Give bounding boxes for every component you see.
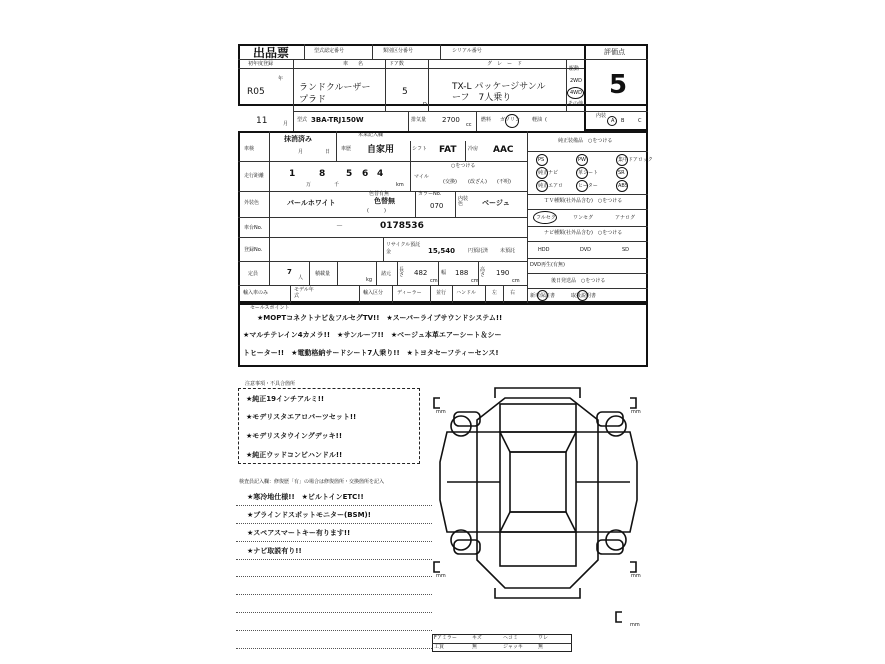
- mileage-digit-2: 8: [319, 169, 326, 179]
- drive-4wd: 4WD: [570, 90, 582, 96]
- len-label: 長さ: [399, 267, 405, 278]
- mm-rl: mm: [436, 573, 446, 579]
- len-value: 482: [414, 269, 428, 277]
- cap-label: 定員: [248, 271, 259, 277]
- wid-label: 幅: [441, 270, 447, 276]
- import-kubun: 輸入区分: [363, 290, 384, 296]
- inspect-line-3: ★スペアスマートキー有ります!!: [247, 529, 351, 537]
- inspect-line-1: ★寒冷地仕様!! ★ビルトインETC!!: [247, 493, 364, 501]
- load-unit: kg: [366, 277, 373, 283]
- navi-hdd: HDD: [538, 247, 550, 253]
- ac-value: AAC: [493, 145, 514, 155]
- handle-left: 左: [492, 290, 498, 296]
- reg-month: 11: [256, 116, 268, 126]
- bracket-fr: [630, 398, 636, 408]
- navi-sd: SD: [622, 247, 630, 253]
- disp-unit: cc: [466, 122, 472, 128]
- mm-fl: mm: [436, 409, 446, 415]
- class-no-label: 類別区分番号: [383, 48, 414, 54]
- score-label: 評価点: [604, 48, 625, 56]
- color-no-label: カラーNo.: [418, 191, 442, 197]
- tv-one: ワンセグ: [573, 215, 594, 221]
- equip-title: 純正装備品 ○をつける: [558, 138, 613, 144]
- regno-label: 登録No.: [244, 247, 263, 253]
- sales-line-3: トヒーター!! ★電動格納サードシート7人乗り!! ★トヨタセーフティーセンス!: [243, 349, 499, 357]
- vin-value: 0178536: [380, 221, 424, 231]
- hood: [500, 404, 576, 432]
- cap-unit: 人: [298, 275, 304, 281]
- mileage-digit-5: 4: [377, 169, 384, 179]
- hei-value: 190: [496, 269, 510, 277]
- equip-item: PW: [578, 157, 586, 163]
- inspect-line-4: ★ナビ取説有り!!: [247, 547, 302, 555]
- navi-label: ナビ種類(社外品含む) ○をつける: [544, 230, 623, 236]
- insp-day: 日: [325, 149, 331, 155]
- tv-full: フルセグ: [536, 215, 556, 221]
- len-unit: cm: [430, 278, 438, 284]
- legend-head: ヘコミ: [503, 635, 519, 641]
- model-cert-label: 型式認定番号: [314, 48, 345, 54]
- use-label: 車歴: [341, 146, 352, 152]
- bracket-rl: [434, 562, 440, 572]
- opt-b: (改ざん): [468, 179, 487, 185]
- grade-value: TX-L パッケージサンルーフ 7人乗り: [452, 82, 546, 103]
- model-label: 型式: [297, 117, 308, 123]
- windshield: [500, 432, 576, 452]
- mileage-man: 万: [306, 182, 312, 188]
- name-label: 車 名: [343, 61, 364, 67]
- disp-label: 排気量: [411, 117, 427, 123]
- disp-value: 2700: [442, 116, 460, 124]
- parallel: 並行: [436, 290, 447, 296]
- mileage-digit-3: 5: [346, 169, 353, 179]
- drive-2wd: 2WD: [570, 78, 582, 84]
- color-change-value: 色替無: [374, 197, 395, 205]
- cap-value: 7: [287, 268, 292, 276]
- inspect-value: 抹消済み: [284, 135, 312, 143]
- sales-line-2: ★マルチテレイン4カメラ!! ★サンルーフ!! ★ベージュ本革エアーシート＆シー: [243, 331, 502, 339]
- load-label: 積載量: [315, 271, 331, 277]
- color-no-value: 070: [430, 202, 444, 210]
- mileage-label: 走行距離: [244, 173, 265, 179]
- mm-fr: mm: [631, 409, 641, 415]
- legend-head: Fアミラー: [434, 635, 457, 641]
- seat-label: 内装: [596, 113, 607, 119]
- int-color-value: ベージュ: [482, 199, 510, 207]
- year-unit: 年: [278, 76, 284, 82]
- equip-item: SR: [618, 170, 625, 176]
- vin-dash: －: [336, 222, 343, 230]
- equip-item: 革シート: [578, 170, 599, 176]
- mileage-sen: 千: [334, 182, 340, 188]
- seat-a: A: [611, 118, 615, 124]
- opt-label: ○をつける: [451, 163, 476, 169]
- recycle-not: 未預託: [500, 248, 516, 254]
- drive-other: その他: [568, 101, 584, 107]
- color-change-bracket: ( ): [367, 208, 386, 214]
- color-value: パールホワイト: [287, 199, 336, 207]
- month-unit: 月: [283, 121, 289, 127]
- int-color-label: 内装色: [458, 196, 469, 207]
- navi-dvd: DVD: [580, 247, 592, 253]
- sales-line-1: ★MOPTコネクトナビ＆フルセグTV!! ★スーパーライブサウンドシステム!!: [257, 314, 503, 322]
- mileage-km: km: [396, 182, 404, 188]
- dvd-label: DVD再生(有無): [530, 262, 565, 268]
- legend-head: ワレ: [538, 635, 549, 641]
- after-label: 後日発送品 ○をつける: [551, 278, 606, 284]
- doors-label: ドア数: [389, 61, 404, 67]
- bracket-spare: [616, 612, 622, 622]
- legend-body: 工賃: [434, 644, 445, 650]
- model-value: 3BA-TRJ150W: [311, 116, 364, 124]
- wid-unit: cm: [471, 278, 479, 284]
- bumper-front: [495, 388, 580, 398]
- roof: [510, 452, 566, 512]
- equip-item: ABS: [618, 183, 628, 189]
- hei-unit: cm: [512, 278, 520, 284]
- serial-label: シリアル番号: [452, 48, 482, 54]
- sales-label: セールスポイント: [250, 305, 290, 311]
- tv-label: ＴＶ種類(社外品含む) ○をつける: [544, 198, 623, 204]
- mm-spare: mm: [630, 622, 640, 628]
- dealer: ディーラー: [397, 290, 422, 296]
- use-value: 自家用: [367, 145, 395, 155]
- recycle-note: 未来記入欄: [358, 132, 384, 138]
- trunk: [500, 532, 576, 566]
- notes-line-4: ★純正ウッドコンビハンドル!!: [246, 451, 343, 459]
- bumper-rear: [495, 588, 580, 598]
- doors-unit: D: [423, 102, 427, 108]
- legend-body: ジャッキ: [503, 644, 523, 650]
- bracket-rr: [630, 562, 636, 572]
- vin-label: 車台No.: [244, 225, 263, 231]
- color-change-label: 色替有無: [369, 191, 390, 197]
- recycle-value: 15,540: [428, 247, 456, 255]
- inspect-line-2: ★ブラインドスポットモニター(BSM)!: [247, 511, 371, 519]
- spec-label: 諸元: [381, 271, 392, 277]
- mileage-digit-1: 1: [289, 169, 296, 179]
- notes-line-1: ★純正19インチアルミ!!: [246, 395, 325, 403]
- ac-label: 冷房: [468, 146, 479, 152]
- mileage-digit-4: 6: [362, 169, 369, 179]
- doors-value: 5: [402, 87, 408, 97]
- shift-value: FAT: [439, 145, 457, 155]
- equip-item: ヒーター: [578, 183, 598, 189]
- hei-label: 高さ: [480, 267, 486, 278]
- equip-item: PS: [538, 157, 545, 163]
- notes-line-3: ★モデリスタウイングデッキ!!: [246, 432, 343, 440]
- shift-label: シフト: [412, 146, 428, 152]
- fuel-gas: ガソリン: [500, 117, 521, 123]
- handle-label: ハンドル: [456, 290, 477, 296]
- notes-line-2: ★モデリスタエアロパーツセット!!: [246, 413, 357, 421]
- equip-item: 集中ドアロック: [618, 157, 653, 163]
- recycle-label: リサイクル預託金: [386, 242, 421, 255]
- model-year-label: モデル年式: [294, 287, 314, 299]
- color-label: 外装色: [244, 200, 260, 206]
- bracket-fl: [434, 398, 440, 408]
- reg-label: 初年度登録: [248, 61, 274, 67]
- grade-label: グ レ ー ド: [487, 61, 523, 67]
- legend-body: 無: [538, 644, 544, 650]
- opt-c: (不明): [497, 179, 511, 185]
- inspect-notes-label: 検査員記入欄：修復歴「有」の場合は修復箇所・交換箇所を記入: [239, 479, 385, 485]
- handle-right: 右: [510, 290, 516, 296]
- seat-c: C: [638, 118, 642, 124]
- drive-label: 駆動: [569, 66, 580, 72]
- mile-label: マイル: [414, 174, 429, 180]
- fuel-diesel: 軽油: [532, 117, 543, 123]
- mm-rr: mm: [631, 573, 641, 579]
- seat-b: B: [621, 118, 625, 124]
- fuel-label: 燃料: [481, 117, 492, 123]
- opt-a: (交換): [443, 179, 457, 185]
- form-title: 出品票: [253, 46, 290, 60]
- notes-label: 注意事項・不具合箇所: [245, 381, 296, 387]
- legend-body: 無: [472, 644, 478, 650]
- after-warranty: 新車保証書: [530, 293, 556, 299]
- inspect-label: 車検: [244, 146, 255, 152]
- score-value: 5: [609, 70, 628, 100]
- after-manual: 取扱説明書: [571, 293, 597, 299]
- fuel-extra: (: [545, 117, 547, 123]
- car-outline: [477, 398, 598, 588]
- wid-value: 188: [455, 269, 469, 277]
- rear-window: [500, 512, 576, 532]
- reg-era: R05: [247, 87, 265, 97]
- equip-item: 純正ナビ: [538, 170, 559, 176]
- recycle-in: 円預託済: [468, 248, 489, 254]
- tv-analog: アナログ: [615, 215, 636, 221]
- legend-head: キズ: [472, 635, 482, 641]
- car-name: ランドクルーザープラド: [299, 83, 371, 105]
- equip-item: 純正エアロ: [538, 183, 564, 189]
- import-label: 輸入車のみ: [243, 290, 269, 296]
- insp-month: 月: [298, 149, 304, 155]
